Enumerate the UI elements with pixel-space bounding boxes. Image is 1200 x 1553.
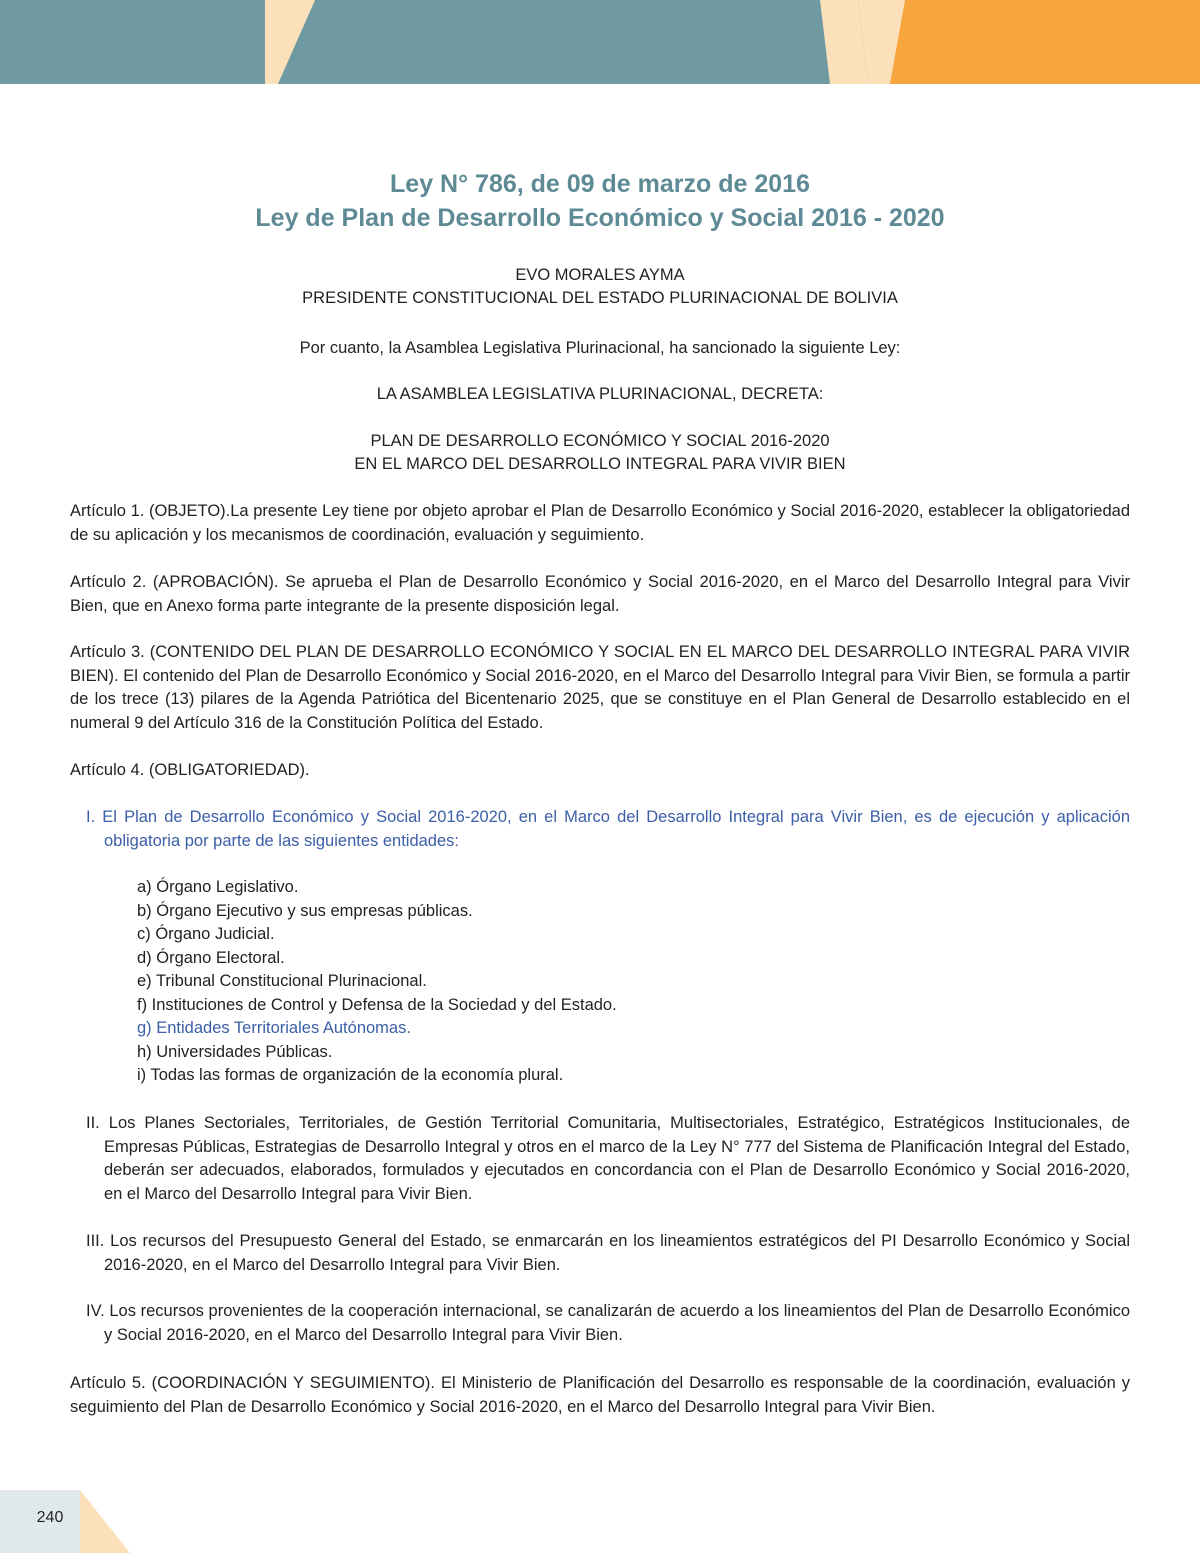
- article-3: Artículo 3. (CONTENIDO DEL PLAN DE DESARROLLO ECONÓMICO Y SOCIAL EN EL MARCO DEL DESARROLLO INTEGRAL PARA VIVIR BIEN). El contenido del Plan de Desarrollo Económico y Social 2016-2020, en el Marco del Desarrollo Integral para Vivir Bien, se formula a partir de los trece (13) pilares de la Agenda Patriótica del Bicentenario 2025, que se constituye en el Plan General de Desarrollo establecido en el numeral 9 del Artículo 316 de la Constitución Política del Estado.: [70, 643, 1130, 732]
- document-title: [0, 167, 1200, 235]
- article-2: Artículo 2. (APROBACIÓN). Se aprueba el Plan de Desarrollo Económico y Social 2016-2020, en el Marco del Desarrollo Integral para Vivir Bien, que en Anexo forma parte integrante de la presente disposición legal.: [70, 573, 1130, 615]
- banner-orange: [858, 0, 1200, 84]
- list-item: h) Universidades Públicas.: [137, 1043, 333, 1061]
- plan-heading: [0, 430, 1200, 476]
- page-number: 240: [36, 1509, 64, 1526]
- top-banner: [0, 0, 1200, 84]
- plan-heading-line-1: PLAN DE DESARROLLO ECONÓMICO Y SOCIAL 2016-2020: [370, 432, 830, 450]
- signatory-block: [0, 264, 1200, 310]
- list-item: i) Todas las formas de organización de la economía plural.: [137, 1066, 564, 1084]
- article-1: Artículo 1. (OBJETO).La presente Ley tiene por objeto aprobar el Plan de Desarrollo Económico y Social 2016-2020, establecer la obligatoriedad de su aplicación y los mecanismos de coordinación, evaluación y seguimiento.: [70, 502, 1130, 544]
- list-item: a) Órgano Legislativo.: [137, 878, 299, 896]
- list-item: c) Órgano Judicial.: [137, 925, 275, 943]
- list-item: b) Órgano Ejecutivo y sus empresas públicas.: [137, 902, 473, 920]
- signatory-role: PRESIDENTE CONSTITUCIONAL DEL ESTADO PLURINACIONAL DE BOLIVIA: [302, 289, 898, 307]
- decreta-line: LA ASAMBLEA LEGISLATIVA PLURINACIONAL, DECRETA:: [376, 385, 824, 403]
- signatory-name: EVO MORALES AYMA: [515, 266, 685, 284]
- title-line-2: Ley de Plan de Desarrollo Económico y Social 2016 - 2020: [255, 204, 945, 232]
- por-cuanto: Por cuanto, la Asamblea Legislativa Plurinacional, ha sancionado la siguiente Ley:: [299, 339, 901, 357]
- list-item: d) Órgano Electoral.: [137, 949, 285, 967]
- list-item: f) Instituciones de Control y Defensa de la Sociedad y del Estado.: [137, 996, 617, 1014]
- plan-heading-line-2: EN EL MARCO DEL DESARROLLO INTEGRAL PARA VIVIR BIEN: [354, 455, 846, 473]
- article-4-paragraph-III: III. Los recursos del Presupuesto General del Estado, se enmarcarán en los lineamientos estratégicos del PI Desarrollo Económico y Social 2016-2020, en el Marco del Desarrollo Integral para Vivir Bien.: [86, 1232, 1130, 1274]
- article-4-paragraph-I: I. El Plan de Desarrollo Económico y Social 2016-2020, en el Marco del Desarrollo Integral para Vivir Bien, es de ejecución y aplicación obligatoria por parte de las siguientes entidades:: [86, 808, 1130, 850]
- title-line-1: Ley N° 786, de 09 de marzo de 2016: [390, 170, 810, 198]
- article-4-heading: Artículo 4. (OBLIGATORIEDAD).: [70, 761, 310, 779]
- article-4-paragraph-II: II. Los Planes Sectoriales, Territoriales, de Gestión Territorial Comunitaria, Multisectoriales, Estratégico, Estratégicos Institucionales, de Empresas Públicas, Estrategias de Desarrollo Integral y otros en el marco de la Ley N° 777 del Sistema de Planificación Integral del Estado, deberán ser adecuados, elaborados, formulados y ejecutados en concordancia con el Plan de Desarrollo Económico y Social 2016-2020, en el Marco del Desarrollo Integral para Vivir Bien.: [86, 1114, 1130, 1203]
- article-5: Artículo 5. (COORDINACIÓN Y SEGUIMIENTO). El Ministerio de Planificación del Desarrollo es responsable de la coordinación, evaluación y seguimiento del Plan de Desarrollo Económico y Social 2016-2020, en el Marco del Desarrollo Integral para Vivir Bien.: [70, 1374, 1130, 1416]
- list-item: g) Entidades Territoriales Autónomas.: [137, 1019, 411, 1037]
- footer-triangle: [80, 1490, 130, 1553]
- list-item: e) Tribunal Constitucional Plurinacional.: [137, 972, 427, 990]
- article-4-paragraph-IV: IV. Los recursos provenientes de la cooperación internacional, se canalizarán de acuerdo a los lineamientos del Plan de Desarrollo Económico y Social 2016-2020, en el Marco del Desarrollo Integral para Vivir Bien.: [86, 1302, 1130, 1344]
